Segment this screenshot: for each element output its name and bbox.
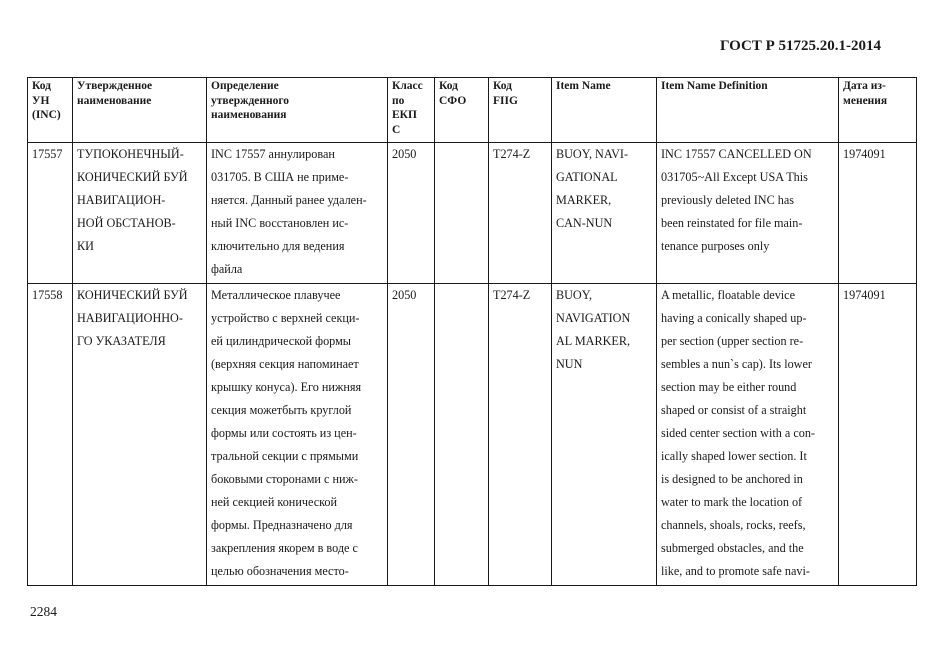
cell-code: 17557 [28, 143, 73, 284]
page-number: 2284 [30, 604, 57, 619]
cell-code: 17558 [28, 284, 73, 586]
cell-approved-name: ТУПОКОНЕЧНЫЙ- КОНИЧЕСКИЙ БУЙ НАВИГАЦИОН- НОЙ ОБСТАНОВ- КИ [73, 143, 207, 284]
column-header-change-date: Дата из- менения [839, 78, 917, 143]
cell-change-date: 1974091 [839, 143, 917, 284]
table-row [28, 284, 917, 586]
catalog-table [27, 77, 917, 586]
table-header-row [28, 78, 917, 143]
cell-item-definition: A metallic, floatable device having a conically shaped up- per section (upper section re- sembles a nun`s cap). Its lower section may be either round shaped or consist of a straight sided center section with a con- ically shaped lower section. It is designed to be anchored in water to mark the location of channels, shoals, rocks, reefs, submerged obstacles, and the like, and to promote safe navi- [657, 284, 839, 586]
cell-class: 2050 [388, 143, 435, 284]
cell-fiig: T274-Z [489, 143, 552, 284]
cell-definition: Металлическое плавучее устройство с верхней секци- ей цилиндрической формы (верхняя секция напоминает крышку конуса). Его нижняя секция можетбыть круглой формы или состоять из цен- тральной секции с прямыми боковыми сторонами с ниж- ней секцией конической формы. Предназначено для закрепления якорем в воде с целью обозначения место- [207, 284, 388, 586]
cell-item-definition: INC 17557 CANCELLED ON 031705~All Except USA This previously deleted INC has been reinstated for file main- tenance purposes only [657, 143, 839, 284]
cell-fiig: T274-Z [489, 284, 552, 586]
cell-change-date: 1974091 [839, 284, 917, 586]
cell-sfo [435, 284, 489, 586]
cell-item-name: BUOY, NAVIGATION AL MARKER, NUN [552, 284, 657, 586]
column-header-item-definition: Item Name Definition [657, 78, 839, 143]
cell-item-name: BUOY, NAVI- GATIONAL MARKER, CAN-NUN [552, 143, 657, 284]
column-header-definition: Определение утвержденного наименования [207, 78, 388, 143]
column-header-fiig: Код FIIG [489, 78, 552, 143]
column-header-approved-name: Утвержденное наименование [73, 78, 207, 143]
column-header-item-name: Item Name [552, 78, 657, 143]
cell-definition: INC 17557 аннулирован 031705. В США не приме- няется. Данный ранее удален- ный INC восстановлен ис- ключительно для ведения файла [207, 143, 388, 284]
cell-approved-name: КОНИЧЕСКИЙ БУЙ НАВИГАЦИОННО- ГО УКАЗАТЕЛЯ [73, 284, 207, 586]
document-code: ГОСТ Р 51725.20.1-2014 [720, 38, 882, 54]
table-row [28, 143, 917, 284]
column-header-class: Класс по ЕКП С [388, 78, 435, 143]
cell-class: 2050 [388, 284, 435, 586]
column-header-code: Код УН (INC) [28, 78, 73, 143]
column-header-sfo: Код СФО [435, 78, 489, 143]
cell-sfo [435, 143, 489, 284]
